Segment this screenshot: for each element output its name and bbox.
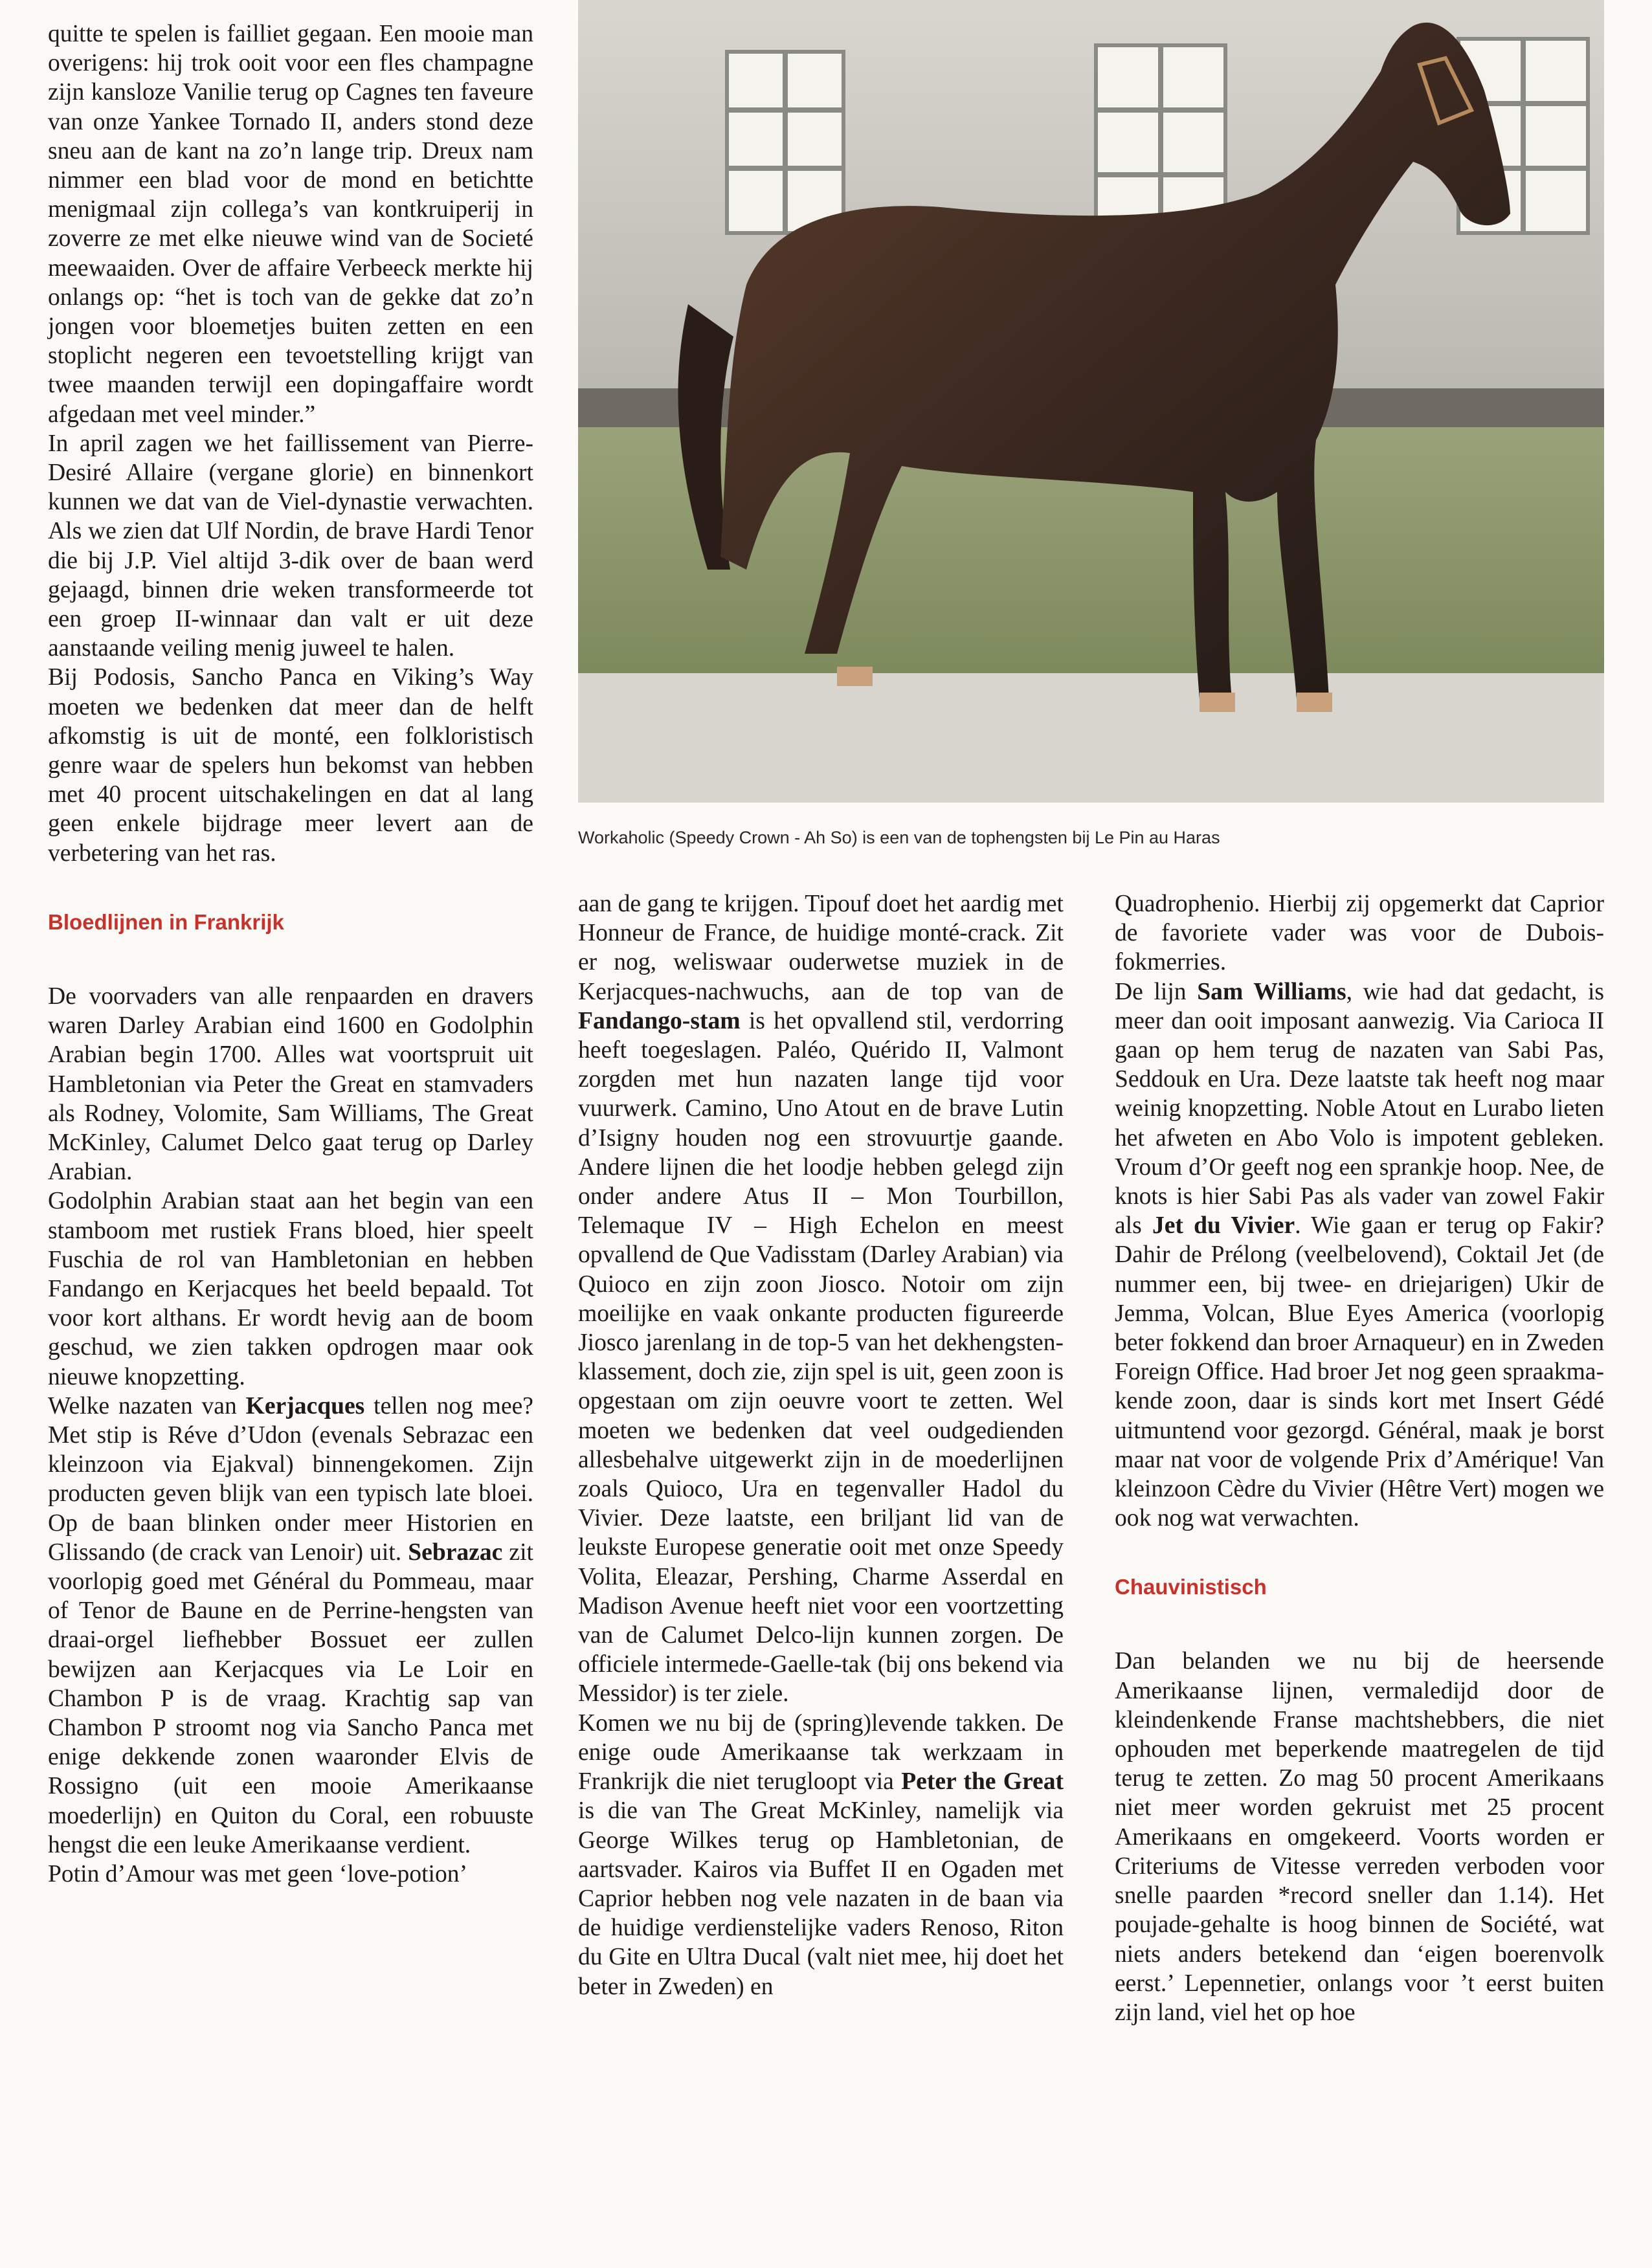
text-run: aan de gang te krijgen. Tipouf doet het aardig met Honneur de France, de huidige monté-crack. Zit er nog, weliswaar ouderwetse muziek in de Kerjacques-nachwuchs, aan de top van de (578, 891, 1064, 1005)
bold-term: Fandango-stam (578, 1007, 741, 1034)
text-run: . Wie gaan er terug op Fakir? Dahir de Prélong (veelbelovend), Coktail Jet (de nummer een, bij twee- en driejarigen) Ukir de Jemma, Volcan, Blue Eyes America (voorlopig beter fokkend dan broer Arnaqueur) en in Zweden Foreign Office. Had broer Jet nog geen spraakmakende zoon, daar is sinds kort met Insert Gédé uitmuntend voor gezorgd. Général, maak je borst maar nat voor de volgende Prix d’Amérique! Van kleinzoon Cèdre du Vivier (Hêtre Vert) mogen we ook nog wat verwachten. (1115, 1212, 1605, 1532)
horse-photo-icon (578, 0, 1604, 803)
text-run: tellen nog mee? Met stip is Réve d’Udon (evenals Sebrazac een kleinzoon via Ejakval) binnengekomen. Zijn producten geven blijk van een typisch late bloei. Op de baan blinken onder meer Historien en Glissando (de crack van Lenoir) uit. (48, 1392, 533, 1566)
bold-term: Kerjacques (245, 1392, 365, 1419)
paragraph: Dan belanden we nu bij de heersende Amerikaanse lijnen, vermaledijd door de kleindenkende Franse machtshebbers, die niet ophouden met beperkende maatregelen de tijd terug te zetten. Zo mag 50 procent Amerikaans niet meer worden gekruist met 25 procent Amerikaans en omgekeerd. Voorts worden er Criteriums de Vitesse verreden verboden voor snelle paarden *record sneller dan 1.14). Het poujade-gehalte is hoog binnen de Société, wat niets anders betekend dan ‘eigen boerenvolk eerst.’ Lepennetier, onlangs voor ’t eerst buiten zijn land, viel het op hoe (1115, 1648, 1604, 2026)
paragraph (578, 1709, 1064, 2001)
photo-caption: Workaholic (Speedy Crown - Ah So) is een van de tophengsten bij Le Pin au Haras (578, 828, 1220, 847)
horse-photo (578, 0, 1604, 803)
paragraph (1115, 977, 1604, 1533)
text-run: , wie had dat gedacht, is meer dan ooit imposant aanwezig. Via Carioca II gaan op hem terug de nazaten van Sabi Pas, Seddouk en Ura. Deze laatste tak heeft nog maar weinig knopzetting. Noble Atout en Lurabo lieten het afweten en Abo Volo is impotent gebleken. Vroum d’Or geeft nog een sprankje hoop. Nee, de knots is hier Sabi Pas als vader van zowel Fakir als (1115, 978, 1605, 1240)
bold-term: Jet du Vivier (1152, 1212, 1295, 1240)
bold-term: Peter the Great (901, 1768, 1064, 1796)
text-run: Komen we nu bij de (spring)levende takken. De enige oude Amerikaanse tak werkzaam in Frankrijk die niet terugloopt via (578, 1709, 1064, 1796)
paragraph (48, 1392, 533, 1860)
text-run: zit voorlopig goed met Général du Pommeau, maar of Tenor de Baune en de Perrine-hengsten van draai-orgel liefhebber Bossuet eer zullen bewijzen aan Kerjacques via Le Loir en Chambon P is de vraag. Krachtig sap van Chambon P stroomt nog via Sancho Panca met enige dekkende zonen waaronder Elvis de Rossigno (uit een mooie Amerikaanse moederlijn) en Quiton du Coral, een robuuste hengst die een leuke Amerikaanse verdient. (48, 1539, 533, 1858)
paragraph: Bij Podosis, Sancho Panca en Viking’s Way moeten we bedenken dat meer dan de helft afkomstig is uit de monté, een folkloristisch genre waar de spelers hun bekomst van hebben met 40 procent uitschakelingen en dat al lang geen enkele bijdrage meer levert aan de verbetering van het ras. (48, 664, 533, 867)
section-heading: Chauvinistisch (1115, 1575, 1267, 1599)
article-column-3 (1115, 889, 1604, 2027)
bold-term: Sam Williams (1197, 978, 1346, 1005)
paragraph: quitte te spelen is failliet gegaan. Een mooie man overigens: hij trok ooit voor een fles champagne zijn kansloze Vanilie terug op Cagnes ten faveure van onze Yankee Tornado II, anders stond deze sneu aan de kant na zo’n lange trip. Dreux nam nimmer een blad voor de mond en betichtte menigmaal zijn collega’s van kontkruiperij in zoverre ze met elke nieuwe wind van de Societé meewaaiden. Over de affaire Verbeeck merkte hij onlangs op: “het is toch van de gekke dat zo’n jongen voor bloemetjes buiten zetten en een stoplicht negeren een tevoetstelling krijgt van twee maanden terwijl een dopingaffaire wordt afgedaan met veel minder.” (48, 21, 533, 428)
paragraph (578, 889, 1064, 1709)
section-heading: Bloedlijnen in Frankrijk (48, 909, 284, 934)
paragraph: Godolphin Arabian staat aan het begin van een stamboom met rustiek Frans bloed, hier speelt Fuschia de rol van Hambletonian en hebben Fandango en Kerjacques het beeld bepaald. Tot voor kort althans. Er wordt hevig aan de boom geschud, we zien takken opdrogen maar ook nieuwe knopzetting. (48, 1188, 533, 1390)
text-run: is die van The Great McKinley, namelijk via George Wilkes terug op Hambletonian, de aartsvader. Kairos via Buffet II en Ogaden met Caprior hebben nog vele nazaten in de baan via de huidige verdienstelijke vaders Renoso, Riton du Gite en Ultra Ducal (valt niet mee, hij doet het beter in Zweden) en (578, 1797, 1064, 2000)
text-run: De lijn (1115, 978, 1198, 1005)
article-column-1 (48, 19, 533, 1889)
bold-term: Sebrazac (408, 1539, 503, 1566)
paragraph: In april zagen we het faillissement van Pierre-Desiré Allaire (vergane glorie) en binnenkort kunnen we dat van de Viel-dynastie verwachten. Als we zien dat Ulf Nordin, de brave Hardi Tenor die bij J.P. Viel altijd 3-dik over de baan werd gejaagd, binnen drie weken transformeerde tot een groep II-winnaar dan valt er uit deze aanstaande veiling menig juweel te halen. (48, 430, 533, 662)
text-run: Welke nazaten van (48, 1392, 246, 1419)
paragraph: De voorvaders van alle renpaarden en dravers waren Darley Arabian eind 1600 en Godolphin Arabian begin 1700. Alles wat voortspruit uit Hambletonian via Peter the Great en stamvaders als Rodney, Volomite, Sam Williams, The Great McKinley, Calumet Delco gaat terug op Darley Arabian. (48, 983, 533, 1186)
article-column-2 (578, 889, 1064, 2001)
paragraph: Quadrophenio. Hierbij zij opgemerkt dat Caprior de favoriete vader was voor de Dubois-fokmerries. (1115, 891, 1604, 976)
text-run: is het opvallend stil, verdorring heeft toegeslagen. Paléo, Quérido II, Valmont zorgden met hun nazaten lange tijd voor vuurwerk. Camino, Uno Atout en de brave Lutin d’Isigny houden nog een strovuurtje gaande. Andere lijnen die het loodje hebben gelegd zijn onder andere Atus II – Mon Tourbillon, Telemaque IV – High Echelon en meest opvallend de Que Vadisstam (Darley Arabian) via Quioco en zijn zoon Jiosco. Notoir om zijn moeilijke en vaak onkante producten figureerde Jiosco jarenlang in de top-5 van het dekhengstenklassement, doch zie, zijn spel is uit, geen zoon is opgestaan om zijn oeuvre voort te zetten. Wel moeten we bedenken dat veel oudgedienden allesbehalve uitgewerkt zijn in de moederlijnen zoals Quioco, Ura en tegenvaller Hadol du Vivier. Deze laatste, een briljant lid van de leukste Europese generatie ooit met onze Speedy Volita, Eleazar, Pershing, Charme Asserdal en Madison Avenue heeft niet voor een voortzetting van de Calumet Delco-lijn kunnen zorgen. De officiele intermede-Gaelle-tak (bij ons bekend via Messidor) is ter ziele. (578, 1007, 1064, 1707)
paragraph: Potin d’Amour was met geen ‘love-potion’ (48, 1860, 468, 1887)
